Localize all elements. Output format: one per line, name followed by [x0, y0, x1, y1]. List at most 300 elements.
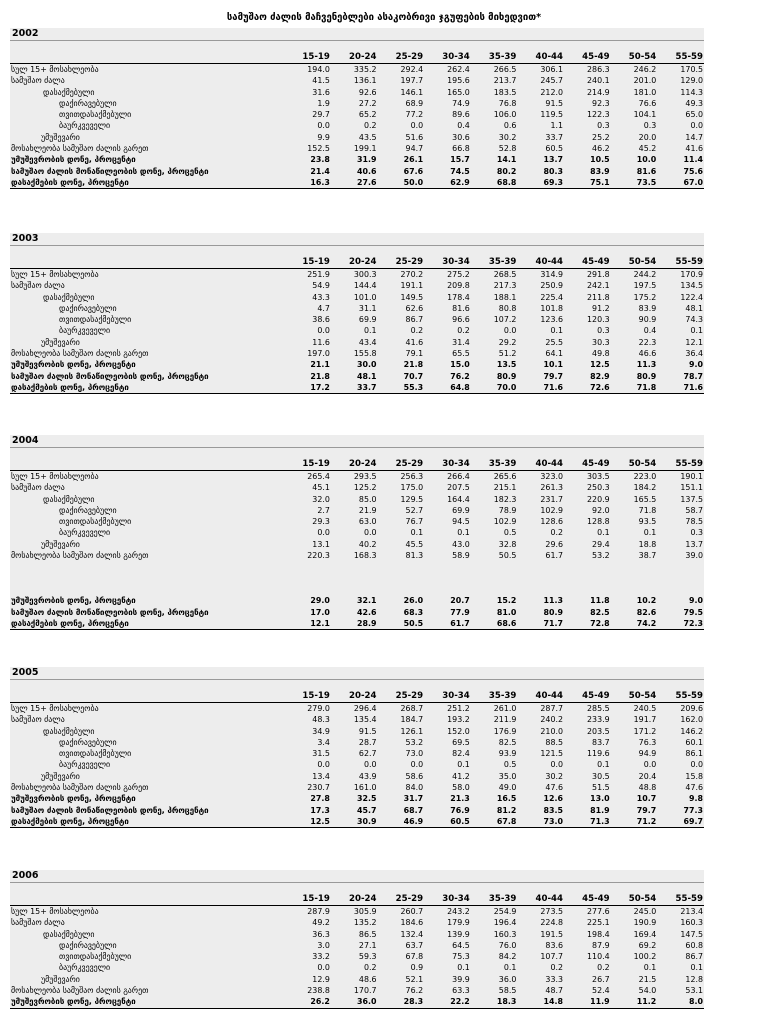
value-cell: [284, 561, 331, 572]
value-cell: 147.5: [680, 929, 703, 939]
value-cell: 48.7: [545, 986, 563, 996]
value-cell: 30.9: [331, 816, 378, 828]
value-cell: 0.1: [597, 760, 610, 770]
year-heading: 2003: [10, 233, 704, 246]
value-cell: 9.0: [689, 360, 703, 370]
value-cell: 161.0: [353, 783, 377, 793]
value-cell: 203.5: [587, 726, 610, 736]
value-cell: 12.6: [543, 794, 563, 804]
value-cell: 53.2: [592, 551, 610, 561]
table-row: [10, 737, 704, 748]
column-header: 20-24: [331, 893, 378, 906]
value-cell: 223.0: [633, 472, 657, 481]
value-cell: 81.9: [590, 805, 610, 815]
value-cell: 244.2: [633, 270, 657, 279]
value-cell: 80.9: [636, 371, 657, 381]
value-cell: 46.6: [638, 349, 657, 359]
value-cell: 144.4: [353, 281, 377, 291]
data-table: [10, 256, 704, 394]
column-header: 20-24: [331, 51, 378, 64]
value-cell: 270.2: [400, 270, 424, 279]
value-cell: 69.7: [657, 816, 704, 828]
value-cell: 96.6: [452, 315, 470, 325]
value-cell: 10.2: [636, 596, 657, 606]
table-row: [10, 382, 704, 394]
value-cell: 86.5: [358, 929, 377, 939]
value-cell: 287.7: [540, 704, 563, 713]
value-cell: 306.1: [540, 65, 563, 74]
value-cell: 12.1: [284, 618, 331, 630]
value-cell: 79.5: [683, 607, 703, 617]
row-label: დასაქმების დონე, პროცენტი: [10, 382, 284, 394]
row-label: სამუშაო ძალის მონაწილეობის დონე, პროცენტი: [11, 371, 209, 381]
row-label: ბაურკვეველი: [59, 963, 111, 973]
value-cell: 69.3: [517, 177, 564, 189]
value-cell: 183.5: [493, 87, 517, 97]
row-label: დასაქმების დონე, პროცენტი: [10, 618, 284, 630]
value-cell: 0.0: [503, 326, 517, 336]
value-cell: 243.2: [447, 907, 470, 916]
row-label: სულ 15+ მოსახლეობა: [11, 472, 99, 481]
column-header: 15-19: [284, 256, 331, 269]
value-cell: 39.0: [685, 551, 703, 561]
value-cell: 80.3: [543, 166, 563, 176]
value-cell: 178.4: [447, 292, 470, 302]
value-cell: 78.5: [685, 517, 703, 527]
page-title: სამუშაო ძალის მაჩვენებლები ასაკობრივი ჯგუფების მიხედვით*: [226, 12, 542, 23]
value-cell: 0.0: [317, 963, 330, 973]
row-label: მოსახლეობა სამუშაო ძალის გარეთ: [11, 551, 149, 561]
value-cell: 62.9: [424, 177, 471, 189]
value-cell: 0.1: [457, 528, 470, 538]
table-row: [10, 494, 704, 505]
value-cell: 72.6: [564, 382, 611, 394]
value-cell: 129.5: [400, 494, 424, 504]
value-cell: 33.7: [545, 132, 563, 142]
value-cell: 197.0: [307, 349, 330, 359]
value-cell: 81.3: [405, 551, 424, 561]
table-row: [10, 64, 704, 76]
value-cell: 83.9: [638, 303, 657, 313]
value-cell: 0.0: [317, 528, 330, 538]
value-cell: 72.3: [657, 618, 704, 630]
row-label: უმუშევრობის დონე, პროცენტი: [11, 360, 136, 370]
value-cell: 181.0: [633, 87, 657, 97]
value-cell: 135.4: [353, 715, 377, 725]
value-cell: 29.2: [498, 337, 517, 347]
value-cell: 63.0: [358, 517, 377, 527]
value-cell: 201.0: [633, 76, 657, 86]
data-table: [10, 690, 704, 828]
column-header: 50-54: [611, 256, 658, 269]
value-cell: 149.5: [400, 292, 424, 302]
value-cell: 146.1: [400, 87, 424, 97]
value-cell: 20.4: [638, 771, 657, 781]
value-cell: 71.7: [517, 618, 564, 630]
value-cell: 31.7: [403, 794, 424, 804]
row-label: დაქირავებული: [59, 303, 117, 313]
value-cell: [564, 573, 611, 584]
value-cell: 0.0: [410, 760, 424, 770]
value-cell: 1.1: [550, 121, 563, 131]
value-cell: 10.7: [636, 794, 657, 804]
value-cell: 0.0: [410, 121, 424, 131]
value-cell: 25.5: [545, 337, 563, 347]
value-cell: 28.3: [378, 996, 425, 1008]
column-header: 45-49: [564, 51, 611, 64]
value-cell: 169.4: [633, 929, 657, 939]
value-cell: 21.8: [403, 360, 424, 370]
value-cell: 76.2: [450, 371, 470, 381]
value-cell: 314.9: [540, 270, 563, 279]
value-cell: 76.0: [498, 940, 517, 950]
value-cell: 39.9: [452, 974, 470, 984]
value-cell: 31.5: [312, 749, 330, 759]
row-label: უმუშევრობის დონე, პროცენტი: [11, 794, 136, 804]
value-cell: 38.6: [312, 315, 330, 325]
table-row: [10, 771, 704, 782]
value-cell: 129.0: [680, 76, 703, 86]
value-cell: 256.3: [400, 472, 424, 481]
header-band: [10, 246, 704, 256]
row-label: თვითდასაქმებული: [59, 952, 132, 962]
value-cell: 41.6: [405, 337, 424, 347]
value-cell: 13.4: [312, 771, 330, 781]
table-row: [10, 985, 704, 996]
table-row: [10, 371, 704, 382]
row-label: მოსახლეობა სამუშაო ძალის გარეთ: [11, 783, 149, 793]
row-label: სულ 15+ მოსახლეობა: [11, 270, 99, 279]
value-cell: 300.3: [353, 270, 377, 279]
value-cell: 36.3: [312, 929, 330, 939]
column-header-row: [10, 458, 704, 471]
value-cell: 54.9: [312, 281, 330, 291]
value-cell: 128.6: [540, 517, 563, 527]
value-cell: 23.8: [310, 155, 330, 165]
row-label: მოსახლეობა სამუშაო ძალის გარეთ: [11, 144, 149, 154]
value-cell: 69.2: [638, 940, 657, 950]
value-cell: 170.9: [680, 270, 703, 279]
value-cell: 84.0: [405, 783, 424, 793]
value-cell: 4.7: [317, 303, 330, 313]
value-cell: 31.9: [357, 155, 377, 165]
value-cell: 8.0: [657, 996, 704, 1008]
value-cell: 191.1: [400, 281, 424, 291]
value-cell: 75.1: [564, 177, 611, 189]
value-cell: 0.2: [597, 963, 610, 973]
value-cell: 42.6: [357, 607, 377, 617]
value-cell: 119.5: [540, 110, 563, 120]
value-cell: 60.5: [545, 144, 563, 154]
value-cell: 28.9: [331, 618, 378, 630]
column-header: 45-49: [564, 458, 611, 471]
column-header: 25-29: [378, 893, 425, 906]
value-cell: 21.9: [358, 505, 377, 515]
column-header: 40-44: [517, 458, 564, 471]
value-cell: 0.0: [690, 760, 703, 770]
value-cell: 268.7: [400, 704, 424, 713]
data-table: [10, 458, 704, 630]
value-cell: 73.5: [611, 177, 658, 189]
value-cell: 199.1: [353, 144, 377, 154]
value-cell: [424, 573, 471, 584]
value-cell: 15.0: [450, 360, 470, 370]
column-header: 55-59: [657, 690, 704, 703]
value-cell: 240.1: [587, 76, 610, 86]
table-row: [10, 87, 704, 98]
value-cell: 43.3: [312, 292, 330, 302]
table-row: [10, 359, 704, 370]
value-cell: 82.5: [590, 607, 610, 617]
value-cell: 55.3: [378, 382, 425, 394]
value-cell: 279.0: [307, 704, 330, 713]
value-cell: 15.8: [685, 771, 703, 781]
value-cell: 13.7: [543, 155, 563, 165]
value-cell: 215.1: [493, 483, 517, 493]
value-cell: 52.4: [592, 986, 610, 996]
value-cell: 0.2: [550, 528, 563, 538]
value-cell: 48.1: [685, 303, 703, 313]
value-cell: 293.5: [353, 472, 377, 481]
table-row: [10, 618, 704, 630]
value-cell: 190.9: [633, 918, 657, 928]
table-row: [10, 516, 704, 527]
spacer-row: [10, 561, 704, 572]
table-row: [10, 607, 704, 618]
table-row: [10, 759, 704, 770]
value-cell: [471, 561, 518, 572]
value-cell: 171.2: [633, 726, 657, 736]
column-header: 55-59: [657, 893, 704, 906]
value-cell: [517, 573, 564, 584]
table-row: [10, 505, 704, 516]
value-cell: 92.3: [592, 98, 610, 108]
value-cell: 20.7: [450, 596, 470, 606]
value-cell: [657, 561, 704, 572]
column-header: 50-54: [611, 458, 658, 471]
row-label: თვითდასაქმებული: [59, 749, 132, 759]
value-cell: 43.9: [358, 771, 377, 781]
value-cell: 92.6: [358, 87, 377, 97]
value-cell: 28.7: [358, 737, 377, 747]
value-cell: 29.4: [592, 539, 610, 549]
value-cell: 58.9: [452, 551, 470, 561]
value-cell: 10.1: [543, 360, 563, 370]
value-cell: 50.5: [378, 618, 425, 630]
value-cell: 74.3: [685, 315, 703, 325]
value-cell: 48.1: [357, 371, 377, 381]
column-header-row: [10, 51, 704, 64]
value-cell: 32.0: [312, 494, 330, 504]
value-cell: 102.9: [493, 517, 517, 527]
header-label-cell: [10, 893, 284, 906]
value-cell: 224.8: [540, 918, 563, 928]
value-cell: 107.2: [493, 315, 517, 325]
value-cell: 30.5: [592, 771, 610, 781]
header-label-cell: [10, 256, 284, 269]
value-cell: 175.2: [633, 292, 657, 302]
value-cell: 190.1: [680, 472, 703, 481]
value-cell: 80.9: [496, 371, 517, 381]
column-header: 15-19: [284, 690, 331, 703]
value-cell: 212.0: [540, 87, 563, 97]
value-cell: 83.5: [543, 805, 563, 815]
value-cell: 11.3: [543, 596, 563, 606]
value-cell: 0.0: [317, 121, 330, 131]
value-cell: 119.6: [587, 749, 610, 759]
year-section-2002: [10, 28, 704, 189]
value-cell: 21.5: [638, 974, 657, 984]
value-cell: 17.2: [284, 382, 331, 394]
value-cell: 35.0: [498, 771, 517, 781]
value-cell: 179.9: [447, 918, 470, 928]
value-cell: [331, 584, 378, 595]
value-cell: 46.2: [592, 144, 610, 154]
value-cell: 21.4: [310, 166, 330, 176]
value-cell: 13.1: [312, 539, 330, 549]
table-row: [10, 793, 704, 804]
value-cell: 170.7: [353, 986, 377, 996]
value-cell: 32.5: [357, 794, 377, 804]
row-label: მოსახლეობა სამუშაო ძალის გარეთ: [11, 349, 149, 359]
value-cell: [517, 584, 564, 595]
table-row: [10, 595, 704, 606]
column-header: 55-59: [657, 458, 704, 471]
value-cell: 93.9: [498, 749, 517, 759]
value-cell: 15.2: [496, 596, 517, 606]
value-cell: 17.3: [310, 805, 330, 815]
value-cell: 82.4: [452, 749, 470, 759]
value-cell: 155.8: [353, 349, 377, 359]
row-label: სამუშაო ძალა: [11, 76, 65, 86]
value-cell: 50.5: [498, 551, 517, 561]
value-cell: 78.7: [683, 371, 703, 381]
value-cell: 67.8: [471, 816, 518, 828]
value-cell: 86.7: [405, 315, 424, 325]
value-cell: 250.9: [540, 281, 563, 291]
value-cell: 84.2: [498, 952, 517, 962]
value-cell: 211.9: [493, 715, 517, 725]
value-cell: 134.5: [680, 281, 703, 291]
value-cell: 51.5: [592, 783, 610, 793]
value-cell: 195.6: [447, 76, 470, 86]
value-cell: 114.3: [680, 87, 703, 97]
value-cell: 0.2: [363, 963, 377, 973]
value-cell: 0.2: [457, 326, 470, 336]
value-cell: 40.2: [358, 539, 377, 549]
value-cell: 40.6: [357, 166, 377, 176]
column-header: 45-49: [564, 893, 611, 906]
value-cell: 93.5: [638, 517, 657, 527]
value-cell: 71.3: [564, 816, 611, 828]
value-cell: 225.4: [540, 292, 563, 302]
column-header: 30-34: [424, 51, 471, 64]
header-band: [10, 41, 704, 51]
value-cell: 0.3: [597, 121, 610, 131]
value-cell: 66.8: [452, 144, 470, 154]
value-cell: 0.4: [643, 326, 657, 336]
value-cell: 81.2: [496, 805, 517, 815]
value-cell: 122.3: [587, 110, 610, 120]
value-cell: 123.6: [540, 315, 563, 325]
value-cell: 36.0: [331, 996, 378, 1008]
value-cell: [517, 561, 564, 572]
value-cell: 12.1: [685, 337, 703, 347]
value-cell: 36.0: [498, 974, 517, 984]
value-cell: 266.4: [447, 472, 470, 481]
column-header-row: [10, 893, 704, 906]
column-header: 40-44: [517, 51, 564, 64]
value-cell: 184.6: [400, 918, 424, 928]
value-cell: [378, 584, 425, 595]
value-cell: 323.0: [540, 472, 563, 481]
value-cell: 81.6: [452, 303, 470, 313]
value-cell: 106.0: [493, 110, 517, 120]
value-cell: 135.2: [353, 918, 377, 928]
value-cell: [611, 561, 658, 572]
value-cell: 53.1: [685, 986, 703, 996]
value-cell: 196.4: [493, 918, 517, 928]
value-cell: 0.9: [410, 963, 424, 973]
table-row: [10, 120, 704, 131]
value-cell: 83.9: [590, 166, 610, 176]
value-cell: 0.0: [317, 760, 330, 770]
value-cell: 91.5: [358, 726, 377, 736]
value-cell: 152.0: [447, 726, 470, 736]
column-header: 30-34: [424, 458, 471, 471]
value-cell: 47.6: [545, 783, 563, 793]
row-label: დასაქმებული: [43, 292, 95, 302]
value-cell: [657, 584, 704, 595]
value-cell: 191.7: [633, 715, 657, 725]
spacer-row: [10, 573, 704, 584]
table-row: [10, 348, 704, 359]
value-cell: 101.8: [540, 303, 563, 313]
value-cell: 136.1: [353, 76, 377, 86]
row-label: უმუშევარი: [41, 539, 80, 549]
value-cell: 77.2: [405, 110, 424, 120]
year-heading: 2002: [10, 28, 704, 41]
table-row: [10, 280, 704, 291]
value-cell: 25.2: [592, 132, 610, 142]
row-label: უმუშევარი: [41, 771, 80, 781]
column-header: 30-34: [424, 893, 471, 906]
table-row: [10, 974, 704, 985]
column-header: 55-59: [657, 51, 704, 64]
table-row: [10, 940, 704, 951]
value-cell: 209.6: [680, 704, 703, 713]
value-cell: 51.2: [498, 349, 517, 359]
value-cell: 43.0: [452, 539, 470, 549]
year-section-2005: [10, 667, 704, 828]
table-row: [10, 748, 704, 759]
value-cell: 238.8: [307, 986, 330, 996]
row-label: უმუშევარი: [41, 974, 80, 984]
value-cell: 63.7: [405, 940, 424, 950]
value-cell: 29.0: [310, 596, 330, 606]
value-cell: 21.3: [450, 794, 470, 804]
value-cell: 65.2: [358, 110, 377, 120]
value-cell: 287.9: [307, 907, 330, 916]
value-cell: 86.7: [685, 952, 703, 962]
value-cell: 12.8: [685, 974, 703, 984]
value-cell: 31.4: [452, 337, 470, 347]
value-cell: 79.7: [636, 805, 657, 815]
value-cell: 46.9: [378, 816, 425, 828]
value-cell: 16.3: [284, 177, 331, 189]
value-cell: 30.3: [592, 337, 610, 347]
column-header: 15-19: [284, 893, 331, 906]
